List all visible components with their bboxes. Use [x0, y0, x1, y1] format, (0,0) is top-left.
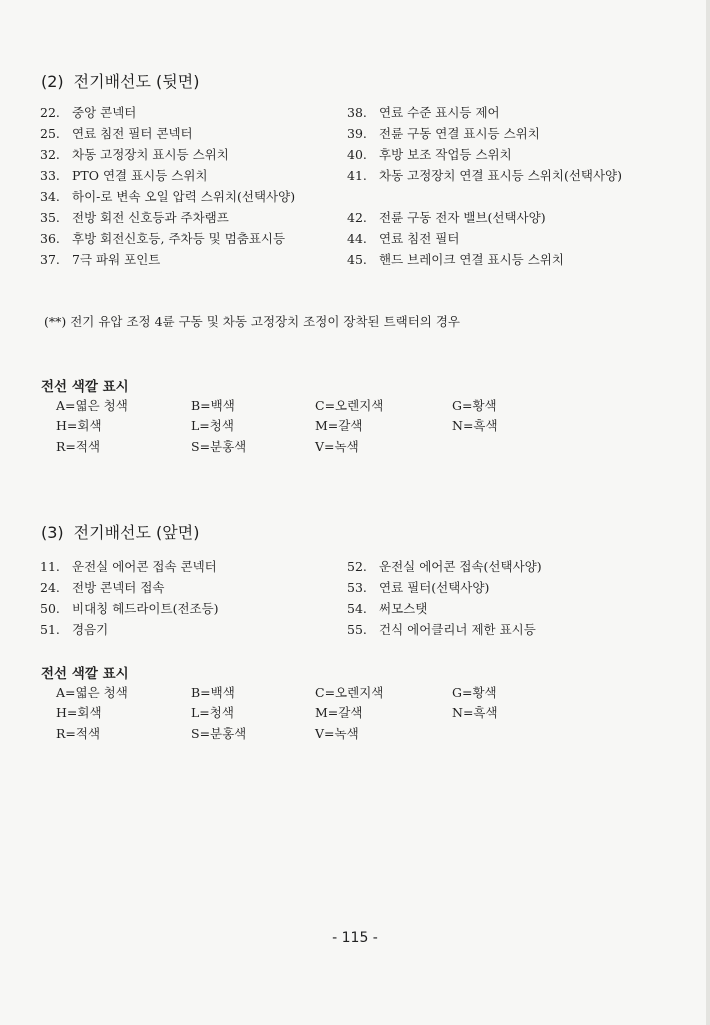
- list-item: 54. 써모스탯: [347, 601, 428, 616]
- color-code-entry: N=흑색: [452, 418, 498, 433]
- page-edge: [706, 0, 710, 1025]
- color-code-title: 전선 색깔 표시: [41, 666, 129, 682]
- color-code-entry: C=오렌지색: [315, 398, 384, 413]
- color-code-entry: N=흑색: [452, 705, 498, 720]
- color-code-entry: S=분홍색: [191, 726, 247, 741]
- section-2-number: (2): [41, 72, 64, 91]
- color-code-entry: G=황색: [452, 398, 497, 413]
- color-code-entry: L=청색: [191, 705, 234, 720]
- section-2-title: 전기배선도 (뒷면): [73, 72, 200, 91]
- list-item: 32. 차동 고정장치 표시등 스위치: [40, 147, 229, 162]
- color-code-entry: C=오렌지색: [315, 685, 384, 700]
- page-number: - 115 -: [332, 930, 378, 946]
- list-item: 38. 연료 수준 표시등 제어: [347, 105, 500, 120]
- list-item: 41. 차동 고정장치 연결 표시등 스위치(선택사양): [347, 168, 622, 183]
- color-code-entry: M=갈색: [315, 418, 363, 433]
- color-code-entry: H=회색: [56, 705, 102, 720]
- footnote: (**) 전기 유압 조정 4륜 구동 및 차동 고정장치 조정이 장착된 트랙터의 경우: [44, 314, 460, 329]
- list-item: 33. PTO 연결 표시등 스위치: [40, 168, 208, 183]
- color-code-entry: B=백색: [191, 398, 235, 413]
- list-item: 11. 운전실 에어콘 접속 콘넥터: [40, 559, 217, 574]
- color-code-entry: G=황색: [452, 685, 497, 700]
- list-item: 44. 연료 침전 필터: [347, 231, 460, 246]
- list-item: 34. 하이-로 변속 오일 압력 스위치(선택사양): [40, 189, 296, 204]
- section-3-title: 전기배선도 (앞면): [73, 523, 200, 542]
- color-code-entry: H=회색: [56, 418, 102, 433]
- color-code-entry: R=적색: [56, 726, 101, 741]
- color-code-entry: B=백색: [191, 685, 235, 700]
- color-code-entry: A=엷은 청색: [56, 685, 128, 700]
- list-item: 52. 운전실 에어콘 접속(선택사양): [347, 559, 542, 574]
- list-item: 51. 경음기: [40, 622, 109, 637]
- list-item: 55. 건식 에어클리너 제한 표시등: [347, 622, 536, 637]
- color-code-entry: V=녹색: [315, 726, 359, 741]
- color-code-title: 전선 색깔 표시: [41, 379, 129, 395]
- list-item: 40. 후방 보조 작업등 스위치: [347, 147, 512, 162]
- list-item: 45. 핸드 브레이크 연결 표시등 스위치: [347, 252, 564, 267]
- section-2-heading: [41, 69, 199, 92]
- list-item: 42. 전륜 구동 전자 밸브(선택사양): [347, 210, 546, 225]
- list-item: 53. 연료 필터(선택사양): [347, 580, 490, 595]
- color-code-entry: L=청색: [191, 418, 234, 433]
- section-3-heading: [41, 520, 199, 543]
- list-item: 39. 전륜 구동 연결 표시등 스위치: [347, 126, 540, 141]
- list-item: 50. 비대칭 헤드라이트(전조등): [40, 601, 219, 616]
- section-3-number: (3): [41, 523, 64, 542]
- list-item: 37. 7극 파워 포인트: [40, 252, 161, 267]
- color-code-entry: M=갈색: [315, 705, 363, 720]
- list-item: 25. 연료 침전 필터 콘넥터: [40, 126, 193, 141]
- color-code-entry: S=분홍색: [191, 439, 247, 454]
- list-item: 24. 전방 콘넥터 접속: [40, 580, 165, 595]
- color-code-entry: A=엷은 청색: [56, 398, 128, 413]
- list-item: 36. 후방 회전신호등, 주차등 및 멈춤표시등: [40, 231, 286, 246]
- color-code-entry: R=적색: [56, 439, 101, 454]
- list-item: 35. 전방 회전 신호등과 주차램프: [40, 210, 229, 225]
- color-code-entry: V=녹색: [315, 439, 359, 454]
- list-item: 22. 중앙 콘넥터: [40, 105, 137, 120]
